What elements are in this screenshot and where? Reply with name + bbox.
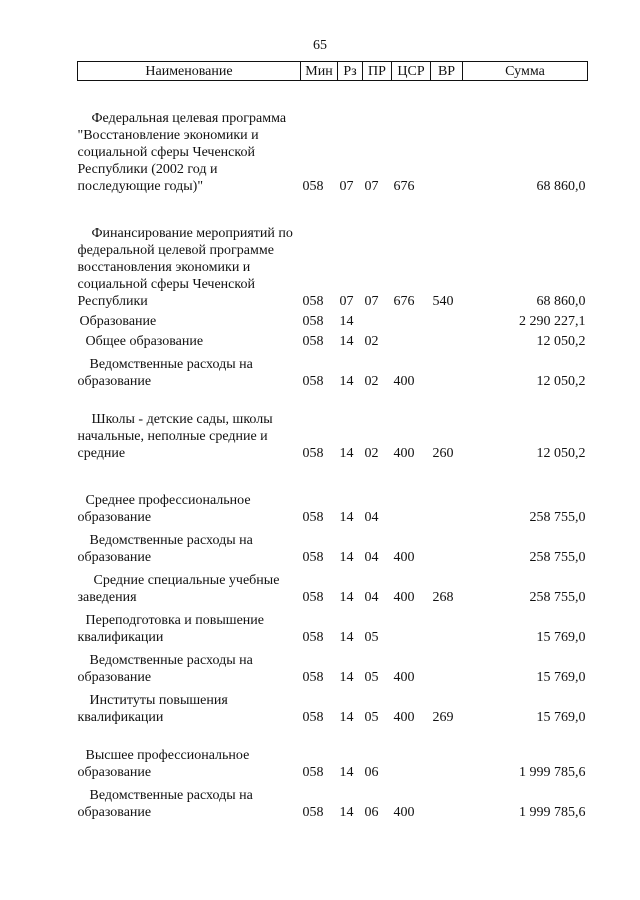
row-min: 058 [302, 550, 324, 565]
row-sum: 2 290 227,1 [519, 314, 586, 329]
table-row [78, 726, 588, 781]
row-csr: 400 [393, 710, 415, 725]
row-csr: 676 [393, 179, 415, 194]
row-sum: 15 769,0 [536, 630, 586, 645]
table-row [78, 195, 588, 310]
row-vr: 269 [432, 710, 454, 725]
row-csr [392, 726, 431, 781]
budget-table [77, 61, 588, 821]
row-name: Общее образование [85, 334, 204, 349]
row-min: 058 [302, 314, 324, 329]
row-sum: 12 050,2 [536, 334, 586, 349]
row-csr [392, 462, 431, 526]
row-sum: 258 755,0 [529, 590, 586, 605]
row-vr: 268 [432, 590, 454, 605]
row-pr: 07 [364, 294, 379, 309]
row-min: 058 [302, 590, 324, 605]
table-body [78, 81, 588, 822]
table-row [78, 310, 588, 330]
row-rz: 14 [339, 314, 354, 329]
row-pr: 02 [364, 446, 379, 461]
row-min: 058 [302, 374, 324, 389]
row-csr: 400 [393, 590, 415, 605]
row-min: 058 [302, 765, 324, 780]
row-pr: 05 [364, 670, 379, 685]
row-pr: 02 [364, 334, 379, 349]
row-vr [431, 606, 463, 646]
table-row [78, 81, 588, 196]
row-csr: 676 [393, 294, 415, 309]
row-rz: 14 [339, 550, 354, 565]
row-pr: 05 [364, 630, 379, 645]
row-sum: 12 050,2 [536, 446, 586, 461]
row-vr [431, 330, 463, 350]
row-sum: 258 755,0 [529, 510, 586, 525]
row-name: Федеральная целевая программа "Восстановление экономики и социальной сферы Чеченской Республики (2002 год и последующие годы)" [77, 111, 287, 194]
row-name: Институты повышения квалификации [77, 693, 228, 725]
row-sum: 68 860,0 [536, 179, 586, 194]
row-name: Школы - детские сады, школы начальные, неполные средние и средние [77, 412, 273, 461]
row-rz: 14 [339, 630, 354, 645]
header-csr: ЦСР [392, 62, 431, 81]
row-name: Среднее профессиональное образование [77, 493, 251, 525]
row-pr: 06 [364, 765, 379, 780]
page-number: 65 [313, 38, 327, 53]
row-rz: 07 [339, 179, 354, 194]
row-name: Высшее профессиональное образование [77, 748, 250, 780]
row-sum: 12 050,2 [536, 374, 586, 389]
row-sum: 15 769,0 [536, 670, 586, 685]
row-csr [392, 330, 431, 350]
row-name: Переподготовка и повышение квалификации [77, 613, 264, 645]
row-min: 058 [302, 670, 324, 685]
row-sum: 15 769,0 [536, 710, 586, 725]
row-rz: 14 [339, 710, 354, 725]
row-vr: 260 [432, 446, 454, 461]
row-vr [431, 526, 463, 566]
row-rz: 14 [339, 446, 354, 461]
header-rz: Рз [338, 62, 363, 81]
row-pr: 06 [364, 805, 379, 820]
row-sum: 1 999 785,6 [519, 805, 586, 820]
table-row [78, 390, 588, 462]
row-rz: 14 [339, 765, 354, 780]
row-csr [392, 606, 431, 646]
row-sum: 258 755,0 [529, 550, 586, 565]
row-csr: 400 [393, 446, 415, 461]
row-min: 058 [302, 446, 324, 461]
header-pr: ПР [363, 62, 392, 81]
table-row [78, 350, 588, 390]
row-rz: 14 [339, 510, 354, 525]
row-csr: 400 [393, 374, 415, 389]
row-min: 058 [302, 179, 324, 194]
row-name: Средние специальные учебные заведения [77, 573, 280, 605]
row-csr: 400 [393, 550, 415, 565]
row-vr [431, 310, 463, 330]
row-min: 058 [302, 710, 324, 725]
row-csr: 400 [393, 805, 415, 820]
row-pr: 04 [364, 590, 379, 605]
row-name: Ведомственные расходы на образование [77, 357, 253, 389]
row-csr: 400 [393, 670, 415, 685]
row-rz: 14 [339, 670, 354, 685]
table-row [78, 781, 588, 821]
row-min: 058 [302, 510, 324, 525]
row-vr [431, 781, 463, 821]
row-min: 058 [302, 805, 324, 820]
table-row [78, 606, 588, 646]
row-vr [431, 350, 463, 390]
row-vr: 540 [432, 294, 454, 309]
header-vr: ВР [431, 62, 463, 81]
row-csr [392, 310, 431, 330]
table-header [78, 62, 588, 81]
row-pr: 07 [364, 179, 379, 194]
row-name: Ведомственные расходы на образование [77, 788, 253, 820]
table-row [78, 686, 588, 726]
row-pr: 02 [364, 374, 379, 389]
row-vr [431, 646, 463, 686]
table-row [78, 526, 588, 566]
row-rz: 14 [339, 374, 354, 389]
row-name: Ведомственные расходы на образование [77, 653, 253, 685]
row-rz: 14 [339, 334, 354, 349]
table-row [78, 646, 588, 686]
row-name: Образование [79, 314, 157, 329]
row-min: 058 [302, 334, 324, 349]
row-pr [363, 310, 392, 330]
row-vr [431, 462, 463, 526]
row-min: 058 [302, 630, 324, 645]
row-rz: 07 [339, 294, 354, 309]
row-rz: 14 [339, 805, 354, 820]
row-sum: 1 999 785,6 [519, 765, 586, 780]
header-sum: Сумма [463, 62, 588, 81]
row-vr [431, 726, 463, 781]
table-row [78, 462, 588, 526]
row-rz: 14 [339, 590, 354, 605]
row-name: Ведомственные расходы на образование [77, 533, 253, 565]
table-row [78, 566, 588, 606]
table-row [78, 330, 588, 350]
row-sum: 68 860,0 [536, 294, 586, 309]
header-row [78, 62, 588, 81]
row-pr: 04 [364, 510, 379, 525]
header-name: Наименование [78, 62, 301, 81]
row-vr [431, 81, 463, 196]
header-min: Мин [301, 62, 338, 81]
row-pr: 04 [364, 550, 379, 565]
row-min: 058 [302, 294, 324, 309]
row-pr: 05 [364, 710, 379, 725]
row-name: Финансирование мероприятий по федеральной целевой программе восстановления экономики и социальной сферы Чеченской Республики [77, 226, 293, 309]
